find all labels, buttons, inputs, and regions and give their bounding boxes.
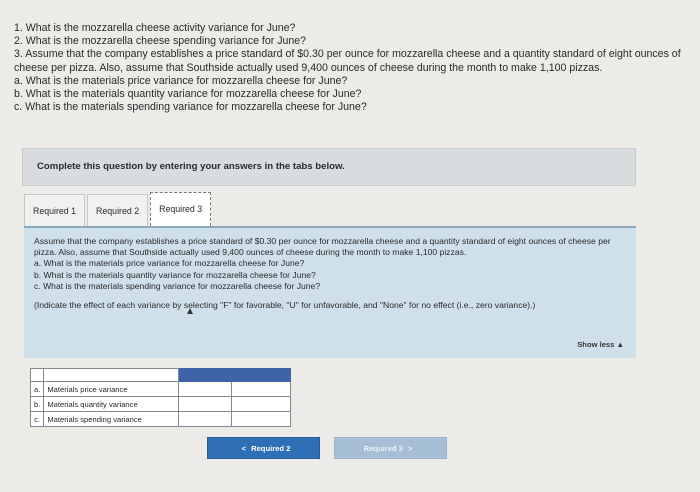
table-header-letter [31, 369, 44, 382]
table-header-effect [232, 369, 291, 382]
table-header-label [44, 369, 179, 382]
table-row [31, 412, 291, 427]
tab-required-3[interactable]: Required 3 [150, 192, 211, 226]
next-button-label: Required 3 [363, 444, 403, 453]
panel-text-1: Assume that the company establishes a price standard of $0.30 per ounce for mozzarella cheese and a quantity standard of eight ounces of cheese per pizza. Also, assume that Southside actually used 9,400 ounces of cheese during the month to make 1,100 pizzas. [34, 236, 611, 258]
tab-bar [24, 194, 213, 226]
quantity-variance-effect-select[interactable] [232, 397, 290, 411]
row-label: Materials spending variance [44, 412, 179, 427]
header-amount-input [179, 369, 231, 381]
answer-table [30, 368, 291, 427]
prev-button-label: Required 2 [251, 444, 291, 453]
panel-text-4: c. What is the materials spending variance for mozzarella cheese for June? [34, 280, 321, 291]
question-3: 3. Assume that the company establishes a price standard of $0.30 per ounce for mozzarella cheese and a quantity standard of eight ounces of cheese per pizza. Also, assume that Southside actually used 9,400 ounces of cheese during the month to make 1,100 pizzas. [14, 48, 681, 74]
table-header-row [31, 369, 291, 382]
question-3b: b. What is the materials quantity variance for mozzarella cheese for June? [14, 88, 362, 101]
question-2: 2. What is the mozzarella cheese spending variance for June? [14, 35, 307, 48]
question-3c: c. What is the materials spending variance for mozzarella cheese for June? [14, 101, 367, 114]
quantity-variance-amount-input[interactable] [179, 397, 231, 411]
prev-required-button[interactable] [207, 437, 320, 459]
row-label: Materials price variance [44, 382, 179, 397]
row-letter: a. [31, 382, 44, 397]
price-variance-effect-select[interactable] [232, 382, 290, 396]
mouse-cursor-icon [187, 308, 193, 314]
table-row [31, 382, 291, 397]
effect-cell [232, 412, 291, 427]
instruction-bar: Complete this question by entering your answers in the tabs below. [22, 148, 636, 186]
header-effect-input [232, 369, 290, 381]
tab-required-2[interactable]: Required 2 [87, 194, 148, 226]
chevron-right-icon: > [407, 444, 413, 453]
panel-instruction: (Indicate the effect of each variance by selecting "F" for favorable, "U" for unfavorable, and "None" for no effect (i.e., zero variance).) [34, 300, 536, 311]
effect-cell [232, 382, 291, 397]
amount-cell [179, 382, 232, 397]
effect-cell [232, 397, 291, 412]
amount-cell [179, 397, 232, 412]
spending-variance-amount-input[interactable] [179, 412, 231, 426]
show-less-link[interactable]: Show less ▲ [577, 339, 624, 349]
row-label: Materials quantity variance [44, 397, 179, 412]
panel-text-3: b. What is the materials quantity variance for mozzarella cheese for June? [34, 269, 316, 280]
question-3a: a. What is the materials price variance for mozzarella cheese for June? [14, 74, 348, 87]
spending-variance-effect-select[interactable] [232, 412, 290, 426]
panel-text-2: a. What is the materials price variance for mozzarella cheese for June? [34, 258, 305, 269]
question-text [14, 22, 690, 114]
row-letter: b. [31, 397, 44, 412]
tab-panel [24, 226, 636, 358]
chevron-left-icon: < [241, 444, 247, 453]
amount-cell [179, 412, 232, 427]
table-row [31, 397, 291, 412]
price-variance-amount-input[interactable] [179, 382, 231, 396]
table-header-amount [179, 369, 232, 382]
row-letter: c. [31, 412, 44, 427]
next-required-button[interactable] [334, 437, 447, 459]
question-1: 1. What is the mozzarella cheese activity variance for June? [14, 22, 296, 34]
tab-required-1[interactable]: Required 1 [24, 194, 85, 226]
